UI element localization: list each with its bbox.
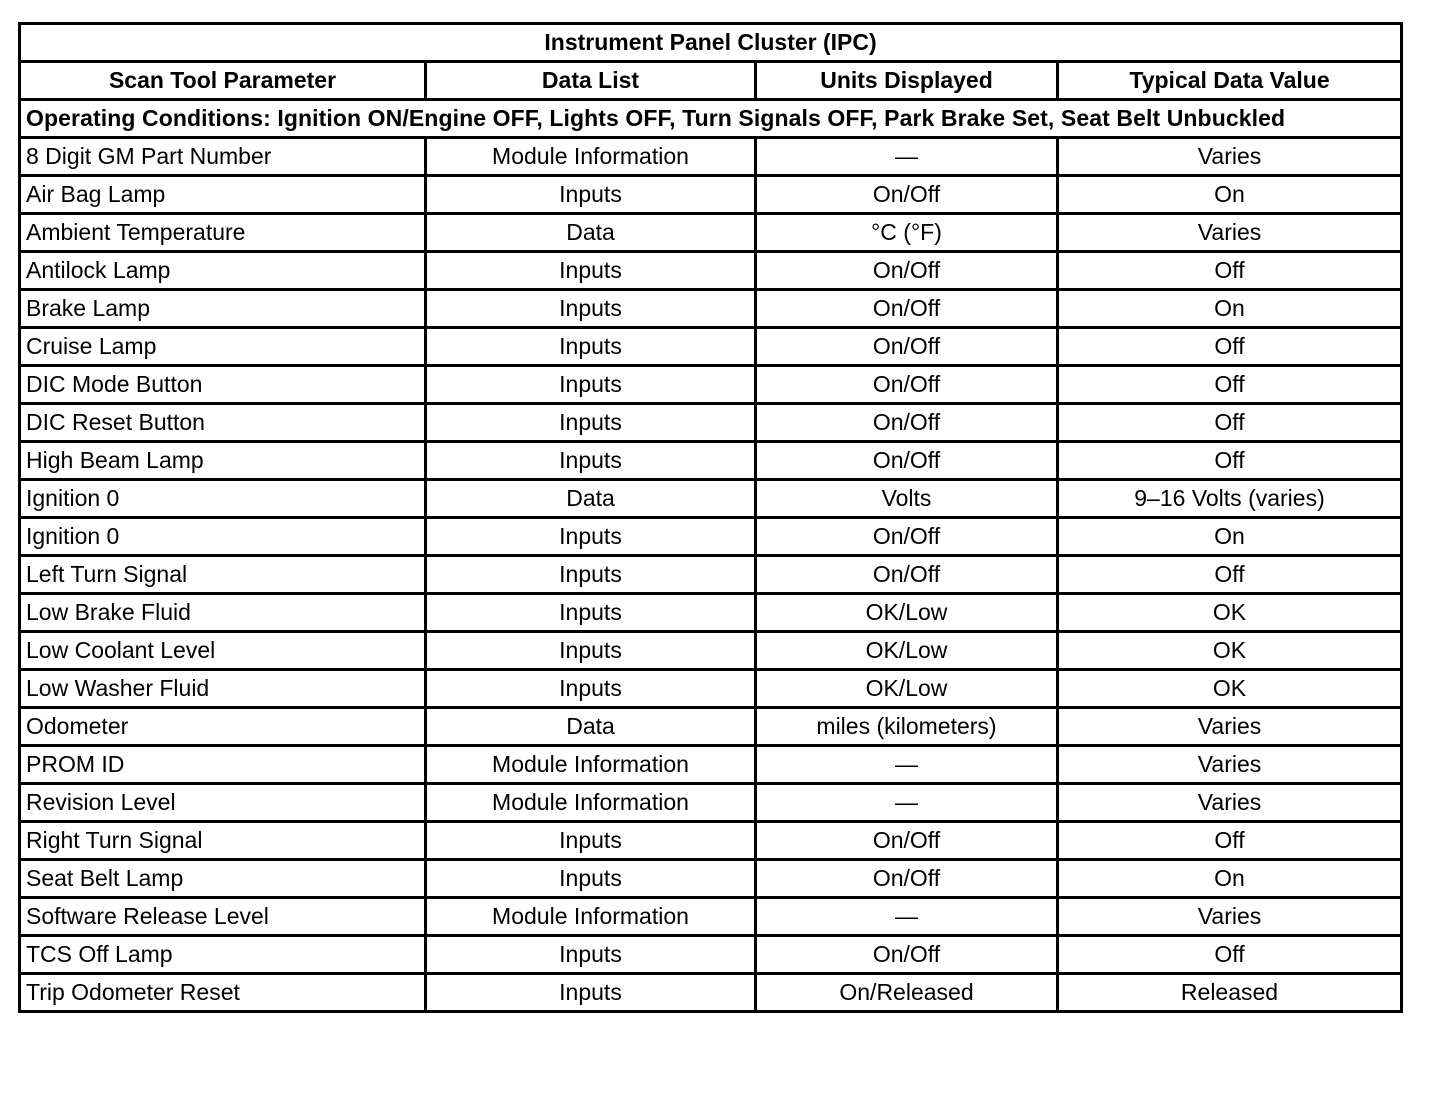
scan-tool-parameter-cell: Ignition 0 (20, 518, 426, 556)
scan-tool-parameter-cell: Brake Lamp (20, 290, 426, 328)
scan-tool-parameter-cell: Air Bag Lamp (20, 176, 426, 214)
data-list-cell: Inputs (426, 974, 756, 1012)
typical-data-value-cell: On (1058, 518, 1402, 556)
scan-tool-parameter-cell: Antilock Lamp (20, 252, 426, 290)
typical-data-value-cell: Off (1058, 556, 1402, 594)
table-body (20, 138, 1402, 1012)
data-list-cell: Inputs (426, 860, 756, 898)
data-list-cell: Inputs (426, 442, 756, 480)
units-displayed-cell: Volts (756, 480, 1058, 518)
data-list-cell: Inputs (426, 556, 756, 594)
typical-data-value-cell: On (1058, 860, 1402, 898)
scan-tool-parameter-cell: Right Turn Signal (20, 822, 426, 860)
data-list-cell: Inputs (426, 936, 756, 974)
units-displayed-cell: On/Off (756, 328, 1058, 366)
data-list-cell: Data (426, 480, 756, 518)
data-list-cell: Data (426, 708, 756, 746)
table-row (20, 518, 1402, 556)
scan-tool-parameter-cell: Ignition 0 (20, 480, 426, 518)
units-displayed-cell: On/Off (756, 936, 1058, 974)
units-displayed-cell: On/Off (756, 518, 1058, 556)
units-displayed-cell: On/Off (756, 252, 1058, 290)
table-row (20, 366, 1402, 404)
table-row (20, 708, 1402, 746)
typical-data-value-cell: Off (1058, 404, 1402, 442)
scan-tool-parameter-cell: High Beam Lamp (20, 442, 426, 480)
units-displayed-cell: On/Off (756, 404, 1058, 442)
units-displayed-cell: °C (°F) (756, 214, 1058, 252)
scan-tool-parameter-cell: Software Release Level (20, 898, 426, 936)
units-displayed-cell: OK/Low (756, 632, 1058, 670)
header-scan-tool-parameter: Scan Tool Parameter (20, 62, 426, 100)
typical-data-value-cell: Varies (1058, 746, 1402, 784)
typical-data-value-cell: Off (1058, 442, 1402, 480)
units-displayed-cell: On/Off (756, 176, 1058, 214)
typical-data-value-cell: 9–16 Volts (varies) (1058, 480, 1402, 518)
data-list-cell: Inputs (426, 366, 756, 404)
table-row (20, 784, 1402, 822)
units-displayed-cell: On/Off (756, 860, 1058, 898)
table-title: Instrument Panel Cluster (IPC) (20, 24, 1402, 62)
scan-tool-parameter-cell: Left Turn Signal (20, 556, 426, 594)
data-list-cell: Inputs (426, 252, 756, 290)
units-displayed-cell: — (756, 138, 1058, 176)
table-row (20, 252, 1402, 290)
table-row (20, 594, 1402, 632)
data-list-cell: Inputs (426, 328, 756, 366)
data-list-cell: Inputs (426, 670, 756, 708)
units-displayed-cell: On/Off (756, 556, 1058, 594)
scan-tool-parameter-cell: Low Coolant Level (20, 632, 426, 670)
data-list-cell: Inputs (426, 290, 756, 328)
data-list-cell: Inputs (426, 176, 756, 214)
typical-data-value-cell: Varies (1058, 898, 1402, 936)
table-row (20, 936, 1402, 974)
scan-tool-parameter-cell: TCS Off Lamp (20, 936, 426, 974)
table-row (20, 746, 1402, 784)
data-list-cell: Module Information (426, 898, 756, 936)
scan-tool-parameter-cell: DIC Mode Button (20, 366, 426, 404)
typical-data-value-cell: Off (1058, 366, 1402, 404)
scan-tool-parameter-cell: Revision Level (20, 784, 426, 822)
units-displayed-cell: On/Off (756, 822, 1058, 860)
typical-data-value-cell: Varies (1058, 708, 1402, 746)
data-list-cell: Inputs (426, 632, 756, 670)
table-row (20, 214, 1402, 252)
typical-data-value-cell: Varies (1058, 214, 1402, 252)
data-list-cell: Inputs (426, 822, 756, 860)
title-row (20, 24, 1402, 62)
units-displayed-cell: On/Off (756, 366, 1058, 404)
header-data-list: Data List (426, 62, 756, 100)
typical-data-value-cell: Released (1058, 974, 1402, 1012)
scan-tool-parameter-cell: Odometer (20, 708, 426, 746)
scan-tool-parameter-cell: Cruise Lamp (20, 328, 426, 366)
typical-data-value-cell: Off (1058, 822, 1402, 860)
operating-conditions-row (20, 100, 1402, 138)
table-row (20, 974, 1402, 1012)
scan-tool-parameter-cell: DIC Reset Button (20, 404, 426, 442)
typical-data-value-cell: Off (1058, 328, 1402, 366)
table-row (20, 632, 1402, 670)
units-displayed-cell: OK/Low (756, 594, 1058, 632)
table-row (20, 860, 1402, 898)
units-displayed-cell: — (756, 746, 1058, 784)
typical-data-value-cell: Off (1058, 252, 1402, 290)
table-row (20, 404, 1402, 442)
scan-tool-parameter-cell: Low Brake Fluid (20, 594, 426, 632)
table-row (20, 138, 1402, 176)
units-displayed-cell: On/Released (756, 974, 1058, 1012)
typical-data-value-cell: Off (1058, 936, 1402, 974)
typical-data-value-cell: On (1058, 176, 1402, 214)
units-displayed-cell: On/Off (756, 442, 1058, 480)
table-row (20, 290, 1402, 328)
header-units-displayed: Units Displayed (756, 62, 1058, 100)
operating-conditions: Operating Conditions: Ignition ON/Engine OFF, Lights OFF, Turn Signals OFF, Park Brake Set, Seat Belt Unbuckled (20, 100, 1402, 138)
table-row (20, 442, 1402, 480)
data-list-cell: Data (426, 214, 756, 252)
table-row (20, 898, 1402, 936)
table-row (20, 670, 1402, 708)
scan-tool-parameter-cell: PROM ID (20, 746, 426, 784)
typical-data-value-cell: Varies (1058, 138, 1402, 176)
data-list-cell: Inputs (426, 594, 756, 632)
data-list-cell: Inputs (426, 518, 756, 556)
typical-data-value-cell: On (1058, 290, 1402, 328)
table-row (20, 822, 1402, 860)
data-list-cell: Module Information (426, 138, 756, 176)
data-list-cell: Module Information (426, 746, 756, 784)
scan-tool-parameter-cell: Low Washer Fluid (20, 670, 426, 708)
header-typical-data-value: Typical Data Value (1058, 62, 1402, 100)
header-row (20, 62, 1402, 100)
data-list-cell: Inputs (426, 404, 756, 442)
scan-tool-parameter-cell: 8 Digit GM Part Number (20, 138, 426, 176)
data-list-cell: Module Information (426, 784, 756, 822)
units-displayed-cell: On/Off (756, 290, 1058, 328)
units-displayed-cell: miles (kilometers) (756, 708, 1058, 746)
ipc-data-table (18, 22, 1403, 1013)
typical-data-value-cell: Varies (1058, 784, 1402, 822)
units-displayed-cell: — (756, 784, 1058, 822)
typical-data-value-cell: OK (1058, 632, 1402, 670)
table-row (20, 480, 1402, 518)
units-displayed-cell: OK/Low (756, 670, 1058, 708)
scan-tool-parameter-cell: Seat Belt Lamp (20, 860, 426, 898)
units-displayed-cell: — (756, 898, 1058, 936)
typical-data-value-cell: OK (1058, 594, 1402, 632)
typical-data-value-cell: OK (1058, 670, 1402, 708)
scan-tool-parameter-cell: Trip Odometer Reset (20, 974, 426, 1012)
table-row (20, 328, 1402, 366)
scan-tool-parameter-cell: Ambient Temperature (20, 214, 426, 252)
table-row (20, 556, 1402, 594)
table-row (20, 176, 1402, 214)
